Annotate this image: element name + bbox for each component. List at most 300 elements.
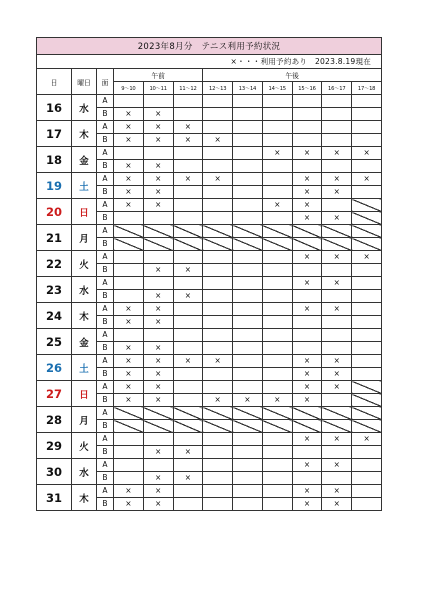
open-slot <box>233 303 263 316</box>
court-label: A <box>97 95 114 108</box>
open-slot <box>292 290 322 303</box>
open-slot <box>233 329 263 342</box>
open-slot <box>203 121 233 134</box>
day-number: 24 <box>37 303 72 329</box>
court-label: B <box>97 264 114 277</box>
open-slot <box>292 316 322 329</box>
unavailable-slot <box>114 407 144 420</box>
open-slot <box>203 186 233 199</box>
unavailable-slot <box>352 238 382 251</box>
open-slot <box>143 329 173 342</box>
unavailable-slot <box>262 420 292 433</box>
reserved-slot: × <box>114 199 144 212</box>
reserved-slot: × <box>173 290 203 303</box>
open-slot <box>203 381 233 394</box>
time-slot-header: 10～11 <box>143 82 173 95</box>
court-label: A <box>97 381 114 394</box>
open-slot <box>322 394 352 407</box>
open-slot <box>203 329 233 342</box>
court-label: A <box>97 433 114 446</box>
open-slot <box>322 316 352 329</box>
weekday-label: 金 <box>72 147 97 173</box>
open-slot <box>233 160 263 173</box>
open-slot <box>114 459 144 472</box>
open-slot <box>203 95 233 108</box>
reserved-slot: × <box>352 433 382 446</box>
open-slot <box>292 160 322 173</box>
unavailable-slot <box>262 225 292 238</box>
open-slot <box>292 134 322 147</box>
reserved-slot: × <box>322 147 352 160</box>
court-row <box>37 251 382 264</box>
day-number: 27 <box>37 381 72 407</box>
day-number: 16 <box>37 95 72 121</box>
reserved-slot: × <box>143 485 173 498</box>
header-weekday: 曜日 <box>72 69 97 95</box>
open-slot <box>292 329 322 342</box>
open-slot <box>292 95 322 108</box>
reserved-slot: × <box>143 316 173 329</box>
reserved-slot: × <box>114 186 144 199</box>
open-slot <box>233 277 263 290</box>
open-slot <box>143 433 173 446</box>
open-slot <box>262 381 292 394</box>
unavailable-slot <box>233 225 263 238</box>
open-slot <box>322 446 352 459</box>
court-label: B <box>97 316 114 329</box>
open-slot <box>352 316 382 329</box>
open-slot <box>292 446 322 459</box>
reserved-slot: × <box>173 264 203 277</box>
open-slot <box>233 472 263 485</box>
open-slot <box>352 290 382 303</box>
open-slot <box>262 459 292 472</box>
weekday-label: 木 <box>72 485 97 511</box>
day-number: 26 <box>37 355 72 381</box>
open-slot <box>292 108 322 121</box>
reserved-slot: × <box>114 368 144 381</box>
reserved-slot: × <box>292 355 322 368</box>
reserved-slot: × <box>143 264 173 277</box>
day-number: 28 <box>37 407 72 433</box>
court-row <box>37 277 382 290</box>
unavailable-slot <box>114 225 144 238</box>
court-label: A <box>97 173 114 186</box>
open-slot <box>233 121 263 134</box>
open-slot <box>322 329 352 342</box>
reserved-slot: × <box>114 108 144 121</box>
weekday-label: 火 <box>72 433 97 459</box>
court-label: A <box>97 147 114 160</box>
open-slot <box>173 368 203 381</box>
open-slot <box>173 485 203 498</box>
open-slot <box>203 498 233 511</box>
open-slot <box>203 472 233 485</box>
court-row <box>37 433 382 446</box>
open-slot <box>114 329 144 342</box>
open-slot <box>322 95 352 108</box>
court-label: B <box>97 290 114 303</box>
unavailable-slot <box>352 394 382 407</box>
unavailable-slot <box>203 407 233 420</box>
reserved-slot: × <box>292 199 322 212</box>
unavailable-slot <box>352 407 382 420</box>
court-row <box>37 95 382 108</box>
unavailable-slot <box>143 225 173 238</box>
open-slot <box>143 277 173 290</box>
court-label: A <box>97 251 114 264</box>
reserved-slot: × <box>143 160 173 173</box>
open-slot <box>173 160 203 173</box>
reserved-slot: × <box>322 368 352 381</box>
weekday-label: 月 <box>72 225 97 251</box>
time-slot-header: 17～18 <box>352 82 382 95</box>
reserved-slot: × <box>203 394 233 407</box>
reserved-slot: × <box>322 186 352 199</box>
open-slot <box>114 290 144 303</box>
court-label: B <box>97 420 114 433</box>
court-row <box>37 407 382 420</box>
court-row <box>37 199 382 212</box>
unavailable-slot <box>173 238 203 251</box>
reserved-slot: × <box>114 303 144 316</box>
open-slot <box>262 108 292 121</box>
open-slot <box>203 446 233 459</box>
reserved-slot: × <box>292 303 322 316</box>
reserved-slot: × <box>143 199 173 212</box>
reserved-slot: × <box>352 147 382 160</box>
open-slot <box>352 472 382 485</box>
open-slot <box>352 446 382 459</box>
open-slot <box>322 160 352 173</box>
weekday-label: 水 <box>72 277 97 303</box>
open-slot <box>292 121 322 134</box>
reserved-slot: × <box>292 394 322 407</box>
open-slot <box>173 251 203 264</box>
reserved-slot: × <box>262 199 292 212</box>
open-slot <box>352 108 382 121</box>
reserved-slot: × <box>143 303 173 316</box>
weekday-label: 土 <box>72 173 97 199</box>
open-slot <box>203 459 233 472</box>
unavailable-slot <box>352 420 382 433</box>
open-slot <box>173 186 203 199</box>
open-slot <box>352 277 382 290</box>
open-slot <box>352 95 382 108</box>
reserved-slot: × <box>322 485 352 498</box>
open-slot <box>143 251 173 264</box>
court-label: A <box>97 355 114 368</box>
open-slot <box>203 368 233 381</box>
reserved-slot: × <box>143 394 173 407</box>
open-slot <box>173 95 203 108</box>
open-slot <box>352 329 382 342</box>
unavailable-slot <box>203 420 233 433</box>
weekday-label: 日 <box>72 199 97 225</box>
open-slot <box>173 303 203 316</box>
open-slot <box>262 251 292 264</box>
open-slot <box>233 251 263 264</box>
reserved-slot: × <box>322 303 352 316</box>
reserved-slot: × <box>173 446 203 459</box>
open-slot <box>114 472 144 485</box>
reserved-slot: × <box>262 394 292 407</box>
unavailable-slot <box>292 420 322 433</box>
reserved-slot: × <box>143 186 173 199</box>
court-label: B <box>97 160 114 173</box>
reserved-slot: × <box>143 290 173 303</box>
court-row <box>37 459 382 472</box>
open-slot <box>114 264 144 277</box>
open-slot <box>173 212 203 225</box>
open-slot <box>292 472 322 485</box>
open-slot <box>233 381 263 394</box>
open-slot <box>143 95 173 108</box>
open-slot <box>262 329 292 342</box>
reserved-slot: × <box>114 394 144 407</box>
open-slot <box>233 173 263 186</box>
open-slot <box>173 277 203 290</box>
reserved-slot: × <box>114 121 144 134</box>
court-label: A <box>97 121 114 134</box>
open-slot <box>262 433 292 446</box>
unavailable-slot <box>322 225 352 238</box>
court-label: A <box>97 225 114 238</box>
open-slot <box>233 316 263 329</box>
reserved-slot: × <box>143 498 173 511</box>
open-slot <box>203 212 233 225</box>
header-day: 日 <box>37 69 72 95</box>
open-slot <box>322 199 352 212</box>
reserved-slot: × <box>143 472 173 485</box>
day-number: 29 <box>37 433 72 459</box>
open-slot <box>114 147 144 160</box>
open-slot <box>114 251 144 264</box>
open-slot <box>114 446 144 459</box>
unavailable-slot <box>233 420 263 433</box>
unavailable-slot <box>173 420 203 433</box>
unavailable-slot <box>262 407 292 420</box>
court-row <box>37 173 382 186</box>
court-label: B <box>97 186 114 199</box>
open-slot <box>173 329 203 342</box>
open-slot <box>233 212 263 225</box>
court-label: A <box>97 407 114 420</box>
day-number: 18 <box>37 147 72 173</box>
reserved-slot: × <box>173 134 203 147</box>
unavailable-slot <box>233 407 263 420</box>
day-number: 23 <box>37 277 72 303</box>
open-slot <box>352 134 382 147</box>
open-slot <box>203 277 233 290</box>
reserved-slot: × <box>322 433 352 446</box>
unavailable-slot <box>292 238 322 251</box>
open-slot <box>352 355 382 368</box>
court-row <box>37 485 382 498</box>
reserved-slot: × <box>114 342 144 355</box>
header-court: 面 <box>97 69 114 95</box>
open-slot <box>173 459 203 472</box>
unavailable-slot <box>143 420 173 433</box>
open-slot <box>203 316 233 329</box>
reserved-slot: × <box>352 251 382 264</box>
open-slot <box>114 95 144 108</box>
open-slot <box>322 472 352 485</box>
day-number: 19 <box>37 173 72 199</box>
open-slot <box>203 290 233 303</box>
court-row <box>37 147 382 160</box>
unavailable-slot <box>233 238 263 251</box>
open-slot <box>173 108 203 121</box>
open-slot <box>292 264 322 277</box>
open-slot <box>233 368 263 381</box>
open-slot <box>233 199 263 212</box>
open-slot <box>203 251 233 264</box>
open-slot <box>322 290 352 303</box>
open-slot <box>262 264 292 277</box>
open-slot <box>352 264 382 277</box>
open-slot <box>262 134 292 147</box>
day-number: 25 <box>37 329 72 355</box>
time-slot-header: 11～12 <box>173 82 203 95</box>
reserved-slot: × <box>292 498 322 511</box>
open-slot <box>262 498 292 511</box>
day-number: 30 <box>37 459 72 485</box>
reserved-slot: × <box>173 173 203 186</box>
unavailable-slot <box>292 225 322 238</box>
reserved-slot: × <box>143 108 173 121</box>
reserved-slot: × <box>322 498 352 511</box>
header-am: 午前 <box>114 69 203 82</box>
open-slot <box>262 290 292 303</box>
open-slot <box>233 95 263 108</box>
open-slot <box>173 147 203 160</box>
unavailable-slot <box>352 199 382 212</box>
open-slot <box>262 212 292 225</box>
court-label: B <box>97 368 114 381</box>
open-slot <box>322 108 352 121</box>
open-slot <box>262 368 292 381</box>
header-pm: 午後 <box>203 69 382 82</box>
reserved-slot: × <box>292 186 322 199</box>
open-slot <box>233 147 263 160</box>
open-slot <box>352 368 382 381</box>
open-slot <box>143 459 173 472</box>
weekday-label: 木 <box>72 303 97 329</box>
reserved-slot: × <box>143 381 173 394</box>
open-slot <box>203 303 233 316</box>
court-label: A <box>97 303 114 316</box>
time-slot-header: 12～13 <box>203 82 233 95</box>
court-label: B <box>97 342 114 355</box>
reserved-slot: × <box>173 121 203 134</box>
reserved-slot: × <box>143 173 173 186</box>
reserved-slot: × <box>292 368 322 381</box>
unavailable-slot <box>114 238 144 251</box>
unavailable-slot <box>114 420 144 433</box>
page-title: 2023年8月分 テニス利用予約状況 <box>37 38 382 55</box>
reserved-slot: × <box>203 355 233 368</box>
open-slot <box>352 160 382 173</box>
day-number: 31 <box>37 485 72 511</box>
open-slot <box>262 316 292 329</box>
weekday-label: 土 <box>72 355 97 381</box>
court-row <box>37 225 382 238</box>
reserved-slot: × <box>322 381 352 394</box>
weekday-label: 火 <box>72 251 97 277</box>
reserved-slot: × <box>322 212 352 225</box>
court-label: B <box>97 472 114 485</box>
court-label: A <box>97 329 114 342</box>
open-slot <box>322 121 352 134</box>
open-slot <box>352 342 382 355</box>
reserved-slot: × <box>292 459 322 472</box>
open-slot <box>352 485 382 498</box>
reserved-slot: × <box>292 212 322 225</box>
unavailable-slot <box>173 407 203 420</box>
open-slot <box>233 290 263 303</box>
time-slot-header: 15～16 <box>292 82 322 95</box>
court-row <box>37 381 382 394</box>
legend-note: ×・・・利用予約あり 2023.8.19現在 <box>37 55 382 69</box>
open-slot <box>114 433 144 446</box>
reserved-slot: × <box>173 472 203 485</box>
open-slot <box>233 134 263 147</box>
open-slot <box>173 342 203 355</box>
unavailable-slot <box>322 407 352 420</box>
reserved-slot: × <box>322 459 352 472</box>
open-slot <box>262 355 292 368</box>
open-slot <box>203 147 233 160</box>
time-slot-header: 16～17 <box>322 82 352 95</box>
unavailable-slot <box>322 420 352 433</box>
open-slot <box>203 160 233 173</box>
open-slot <box>143 147 173 160</box>
time-slot-header: 14～15 <box>262 82 292 95</box>
reserved-slot: × <box>203 173 233 186</box>
open-slot <box>322 342 352 355</box>
unavailable-slot <box>203 225 233 238</box>
court-label: B <box>97 212 114 225</box>
open-slot <box>262 186 292 199</box>
open-slot <box>173 316 203 329</box>
unavailable-slot <box>352 225 382 238</box>
weekday-label: 水 <box>72 95 97 121</box>
open-slot <box>292 342 322 355</box>
reserved-slot: × <box>292 381 322 394</box>
reserved-slot: × <box>292 485 322 498</box>
unavailable-slot <box>143 407 173 420</box>
reservation-table <box>36 37 382 511</box>
open-slot <box>262 342 292 355</box>
reserved-slot: × <box>114 160 144 173</box>
open-slot <box>233 108 263 121</box>
open-slot <box>262 446 292 459</box>
reserved-slot: × <box>322 355 352 368</box>
reserved-slot: × <box>143 355 173 368</box>
court-label: B <box>97 108 114 121</box>
open-slot <box>262 303 292 316</box>
open-slot <box>262 121 292 134</box>
reserved-slot: × <box>114 134 144 147</box>
open-slot <box>352 498 382 511</box>
reserved-slot: × <box>203 134 233 147</box>
open-slot <box>203 108 233 121</box>
court-row <box>37 355 382 368</box>
unavailable-slot <box>352 381 382 394</box>
open-slot <box>233 498 263 511</box>
unavailable-slot <box>173 225 203 238</box>
